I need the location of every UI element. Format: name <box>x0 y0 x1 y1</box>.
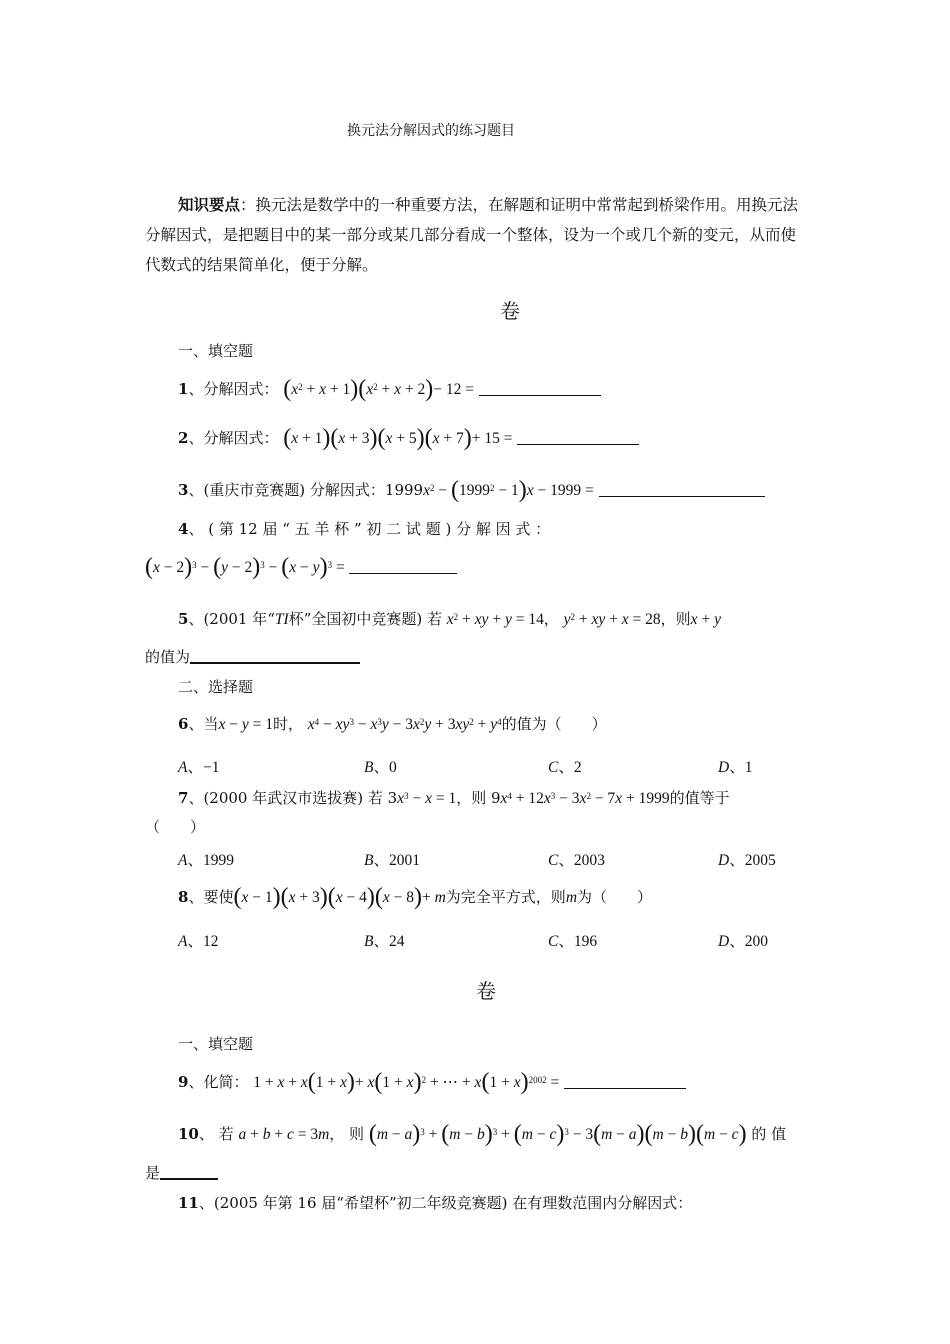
answer-blank[interactable] <box>599 482 765 497</box>
question-10: 10、 若 a + b + c = 3m， 则 $(m - a)^3 + (m - b)^3 + (m - c)^3 - 3(m - a)(m - b)(m - c)$ 的 值 <box>178 1121 787 1147</box>
question-10-line2: 是 <box>145 1162 218 1183</box>
answer-blank[interactable] <box>517 430 639 445</box>
question-3: 3、(重庆市竞赛题) 分解因式：$1999x^2 - (1999^2 - 1)x - 1999$ = <box>178 479 765 500</box>
question-6: 6、当x − y = 1时， $x^4 - xy^3 - x^3y - 3x^2y + 3xy^2 + y^4$的值为（ ） <box>178 715 607 733</box>
section-choice: 二、选择题 <box>178 678 254 696</box>
volume-a-heading: 卷 <box>500 299 520 323</box>
section-fill-2: 一、填空题 <box>178 1035 254 1053</box>
q7-option-d[interactable]: D、2005 <box>718 852 776 869</box>
q8-option-a[interactable]: A、12 <box>178 933 219 950</box>
q7-option-b[interactable]: B、2001 <box>364 852 420 869</box>
q7-option-a[interactable]: A、1999 <box>178 852 234 869</box>
question-5: 5、(2001 年“TI杯”全国初中竞赛题) 若 $x^2$ + xy + y = 14， $y^2$ + xy + x = 28，则x + y <box>178 610 721 628</box>
question-11: 11、(2005 年第 16 届“希望杯”初二年级竞赛题) 在有理数范围内分解因式： <box>178 1194 693 1212</box>
question-4: 4、 ( 第 12 届 “ 五 羊 杯 ” 初 二 试 题 ) 分 解 因 式 ： <box>178 520 551 538</box>
q6-option-b[interactable]: B、0 <box>364 759 397 776</box>
volume-b-heading: 卷 <box>476 979 496 1003</box>
question-5-line2: 的值为 <box>145 646 360 667</box>
q6-option-d[interactable]: D、1 <box>718 759 753 776</box>
page-title: 换元法分解因式的练习题目 <box>347 123 515 139</box>
question-7: 7、(2000 年武汉市选拔赛) 若 $3x^3 - x = 1$，则 $9x^4 + 12x^3 - 3x^2 - 7x + 1999$的值等于 <box>178 789 730 807</box>
question-2: 2、分解因式： (x + 1)(x + 3)(x + 5)(x + 7)+ 15 = <box>178 427 639 448</box>
question-7-line2: （ ） <box>145 818 206 836</box>
answer-blank[interactable] <box>349 559 457 574</box>
q6-option-a[interactable]: A、−1 <box>178 759 220 776</box>
knowledge-label: 知识要点 <box>178 195 241 214</box>
question-4-expression: $(x - 2)^3 - (y - 2)^3 - (x - y)^3$ = <box>145 558 457 577</box>
q7-option-c[interactable]: C、2003 <box>548 852 605 869</box>
question-1: 1、分解因式： $(x^2 + x + 1)(x^2 + x + 2)- 12$ = <box>178 378 601 399</box>
knowledge-points <box>145 190 805 280</box>
q8-option-c[interactable]: C、196 <box>548 933 598 950</box>
knowledge-text: ：换元法是数学中的一种重要方法，在解题和证明中常常起到桥梁作用。用换元法分解因式，是把题目中的某一部分或某几部分看成一个整体，设为一个或几个新的变元，从而使代数式的结果简单化，便于分解。 <box>145 196 799 274</box>
answer-blank[interactable] <box>190 648 360 664</box>
answer-blank[interactable] <box>479 381 601 396</box>
q8-option-b[interactable]: B、24 <box>364 933 405 950</box>
q8-option-d[interactable]: D、200 <box>718 933 768 950</box>
answer-blank[interactable] <box>564 1074 686 1089</box>
answer-blank[interactable] <box>160 1164 218 1180</box>
q6-option-c[interactable]: C、2 <box>548 759 582 776</box>
question-9: 9、化简： $1 + x + x(1 + x)+ x(1 + x)^2$ + ⋯ + $x(1 + x)^{2002}$ = <box>178 1071 686 1092</box>
section-fill-1: 一、填空题 <box>178 342 254 360</box>
question-8: 8、要使(x − 1)(x + 3)(x − 4)(x − 8)+ m为完全平方式，则m为（ ） <box>178 884 653 910</box>
